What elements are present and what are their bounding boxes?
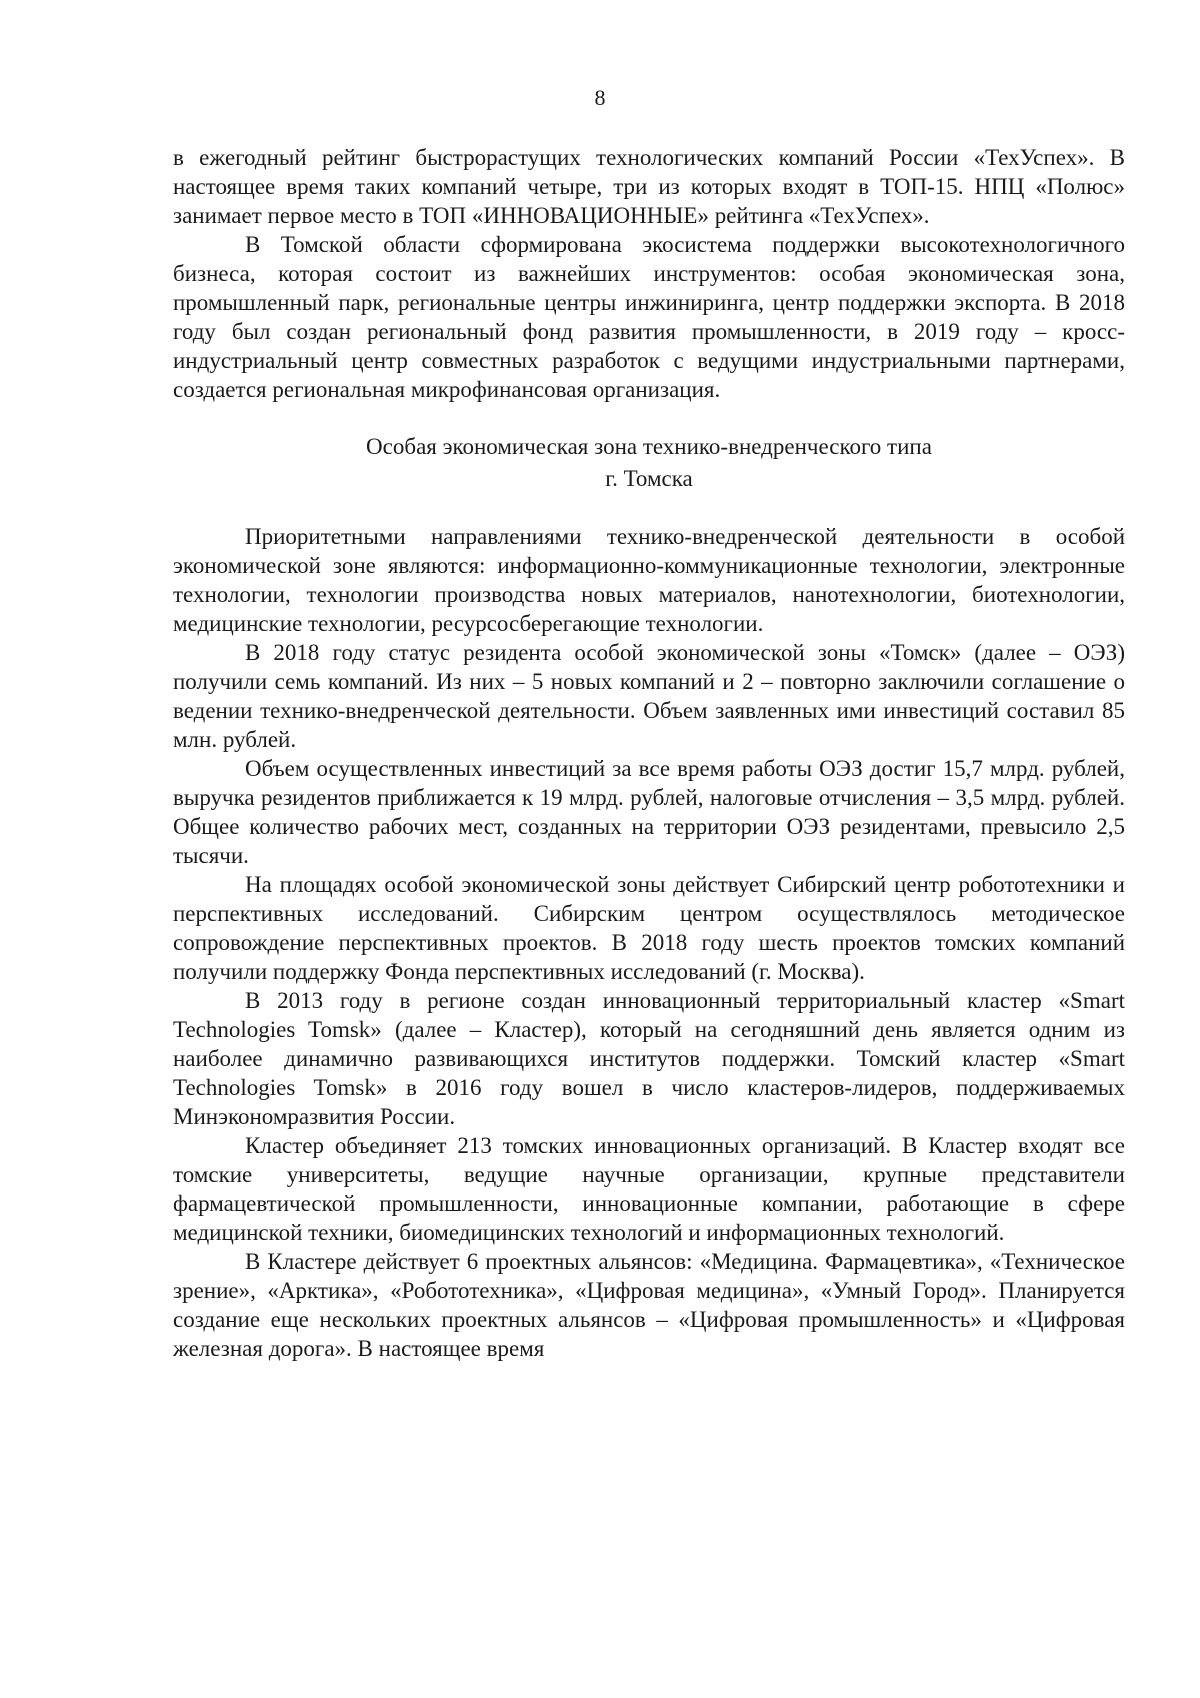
paragraph-project-alliances: В Кластере действует 6 проектных альянсов: «Медицина. Фармацевтика», «Техническое зрение», «Арктика», «Робототехника», «Цифровая медицина», «Умный Город». Планируется создание еще нескольких проектных альянсов – «Цифровая промышленность» и «Цифровая железная дорога». В настоящее время (173, 1249, 1125, 1361)
paragraph-priority-directions: Приоритетными направлениями технико-внедренческой деятельности в особой экономической зоне являются: информационно-коммуникационные технологии, электронные технологии, технологии производства новых материалов, нанотехнологии, биотехнологии, медицинские технологии, ресурсосберегающие технологии. (173, 524, 1125, 636)
paragraph-techuspekh-rating: в ежегодный рейтинг быстрорастущих технологических компаний России «ТехУспех». В настоящее время таких компаний четыре, три из которых входят в ТОП-15. НПЦ «Полюс» занимает первое место в ТОП «ИННОВАЦИОННЫЕ» рейтинга «ТехУспех». (173, 145, 1125, 228)
page-number: 8 (594, 85, 606, 110)
paragraph-cluster-created: В 2013 году в регионе создан инновационный территориальный кластер «Smart Technologies Tomsk» (далее – Кластер), который на сегодняшний день является одним из наиболее динамично развивающихся институтов поддержки. Томский кластер «Smart Technologies Tomsk» в 2016 году вошел в число кластеров-лидеров, поддерживаемых Минэкономразвития России. (173, 988, 1125, 1129)
paragraph-residents-2018: В 2018 году статус резидента особой экономической зоны «Томск» (далее – ОЭЗ) получили семь компаний. Из них – 5 новых компаний и 2 – повторно заключили соглашение о ведении технико-внедренческой деятельности. Объем заявленных ими инвестиций составил 85 млн. рублей. (173, 640, 1125, 752)
paragraph-investments: Объем осуществленных инвестиций за все время работы ОЭЗ достиг 15,7 млрд. рублей, выручка резидентов приближается к 19 млрд. рублей, налоговые отчисления – 3,5 млрд. рублей. Общее количество рабочих мест, созданных на территории ОЭЗ резидентами, превысило 2,5 тысячи. (173, 756, 1125, 868)
section-heading-line2: г. Томска (605, 466, 693, 491)
document-body (173, 143, 1125, 1363)
section-heading (173, 431, 1125, 495)
paragraph-cluster-members: Кластер объединяет 213 томских инновационных организаций. В Кластер входят все томские университеты, ведущие научные организации, крупные представители фармацевтической промышленности, инновационные компании, работающие в сфере медицинской техники, биомедицинских технологий и информационных технологий. (173, 1133, 1125, 1245)
section-heading-line1: Особая экономическая зона технико-внедренческого типа (366, 434, 932, 459)
paragraph-robotics-center: На площадях особой экономической зоны действует Сибирский центр робототехники и перспективных исследований. Сибирским центром осуществлялось методическое сопровождение перспективных проектов. В 2018 году шесть проектов томских компаний получили поддержку Фонда перспективных исследований (г. Москва). (173, 872, 1125, 984)
paragraph-ecosystem: В Томской области сформирована экосистема поддержки высокотехнологичного бизнеса, которая состоит из важнейших инструментов: особая экономическая зона, промышленный парк, региональные центры инжиниринга, центр поддержки экспорта. В 2018 году был создан региональный фонд развития промышленности, в 2019 году – кросс-индустриальный центр совместных разработок с ведущими индустриальными партнерами, создается региональная микрофинансовая организация. (173, 232, 1125, 402)
